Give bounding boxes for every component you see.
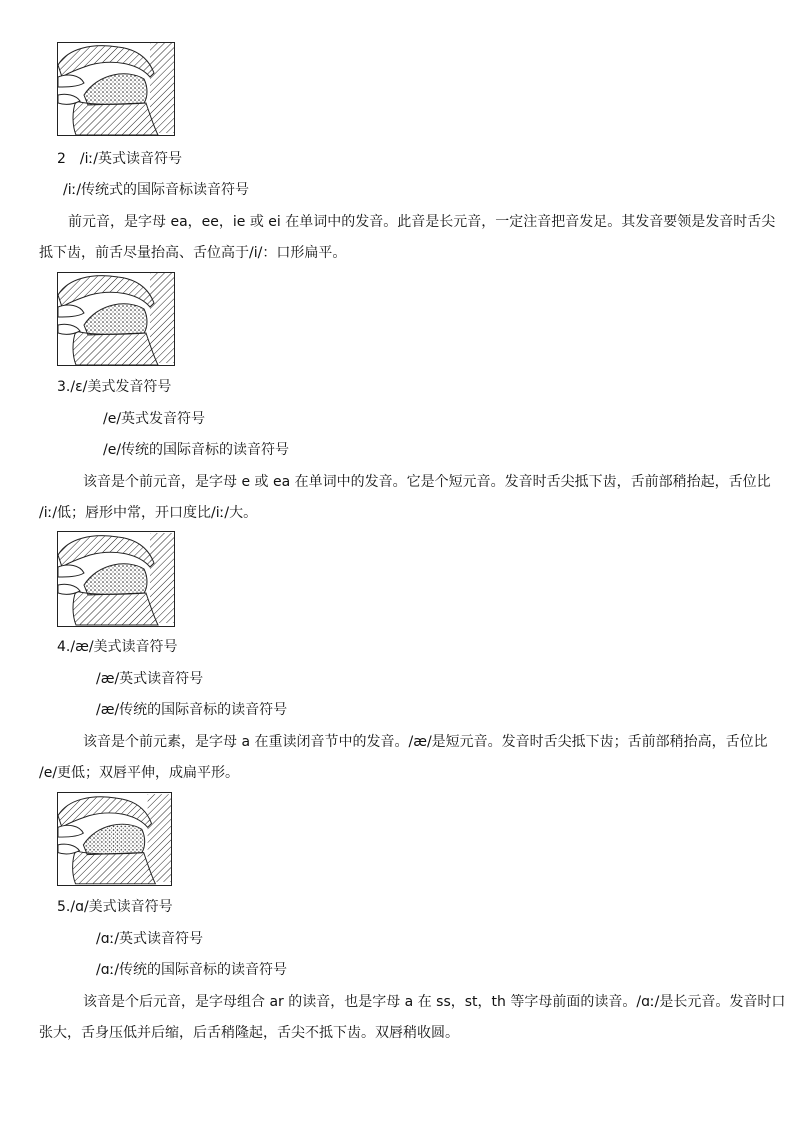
section-heading: 5./ɑ/美式读音符号 [57,899,173,915]
paragraph-line: 张大，舌身压低并后缩，后舌稍隆起，舌尖不抵下齿。双唇稍收圆。 [39,1025,459,1041]
section-subheading: /ɑː/英式读音符号 [96,931,204,947]
section-alt-heading: /iː/传统式的国际音标读音符号 [63,182,250,198]
paragraph-line: /e/更低；双唇平伸，成扁平形。 [39,765,240,781]
section-heading: 4./æ/美式读音符号 [57,639,178,655]
section-subheading: /e/英式发音符号 [103,411,206,427]
paragraph-line: 该音是个前元素，是字母 a 在重读闭音节中的发音。/æ/是短元音。发音时舌尖抵下齿；舌前部稍抬高，舌位比 [83,734,768,750]
paragraph-line: /iː/低；唇形中常，开口度比/iː/大。 [39,505,258,521]
tongue-position-diagram-1 [57,42,175,136]
section-heading: 2 /iː/英式读音符号 [57,151,182,167]
paragraph-line: 该音是个前元音，是字母 e 或 ea 在单词中的发音。它是个短元音。发音时舌尖抵下齿，舌前部稍抬起，舌位比 [83,474,771,490]
paragraph-line: 前元音，是字母 ea，ee，ie 或 ei 在单词中的发音。此音是长元音，一定注音把音发足。其发音要领是发音时舌尖 [68,214,776,230]
tongue-position-diagram-3 [57,531,175,627]
section-subheading: /æ/英式读音符号 [96,671,204,687]
section-subheading: /ɑː/传统的国际音标的读音符号 [96,962,288,978]
section-subheading: /æ/传统的国际音标的读音符号 [96,702,288,718]
tongue-position-diagram-2 [57,272,175,366]
paragraph-line: 抵下齿，前舌尽量抬高、舌位高于/i/：口形扁平。 [39,245,347,261]
section-subheading: /e/传统的国际音标的读音符号 [103,442,290,458]
tongue-position-diagram-4 [57,792,172,886]
paragraph-line: 该音是个后元音，是字母组合 ar 的读音，也是字母 a 在 ss，st，th 等字母前面的读音。/ɑː/是长元音。发音时口 [83,994,786,1010]
section-heading: 3./ɛ/美式发音符号 [57,379,172,395]
